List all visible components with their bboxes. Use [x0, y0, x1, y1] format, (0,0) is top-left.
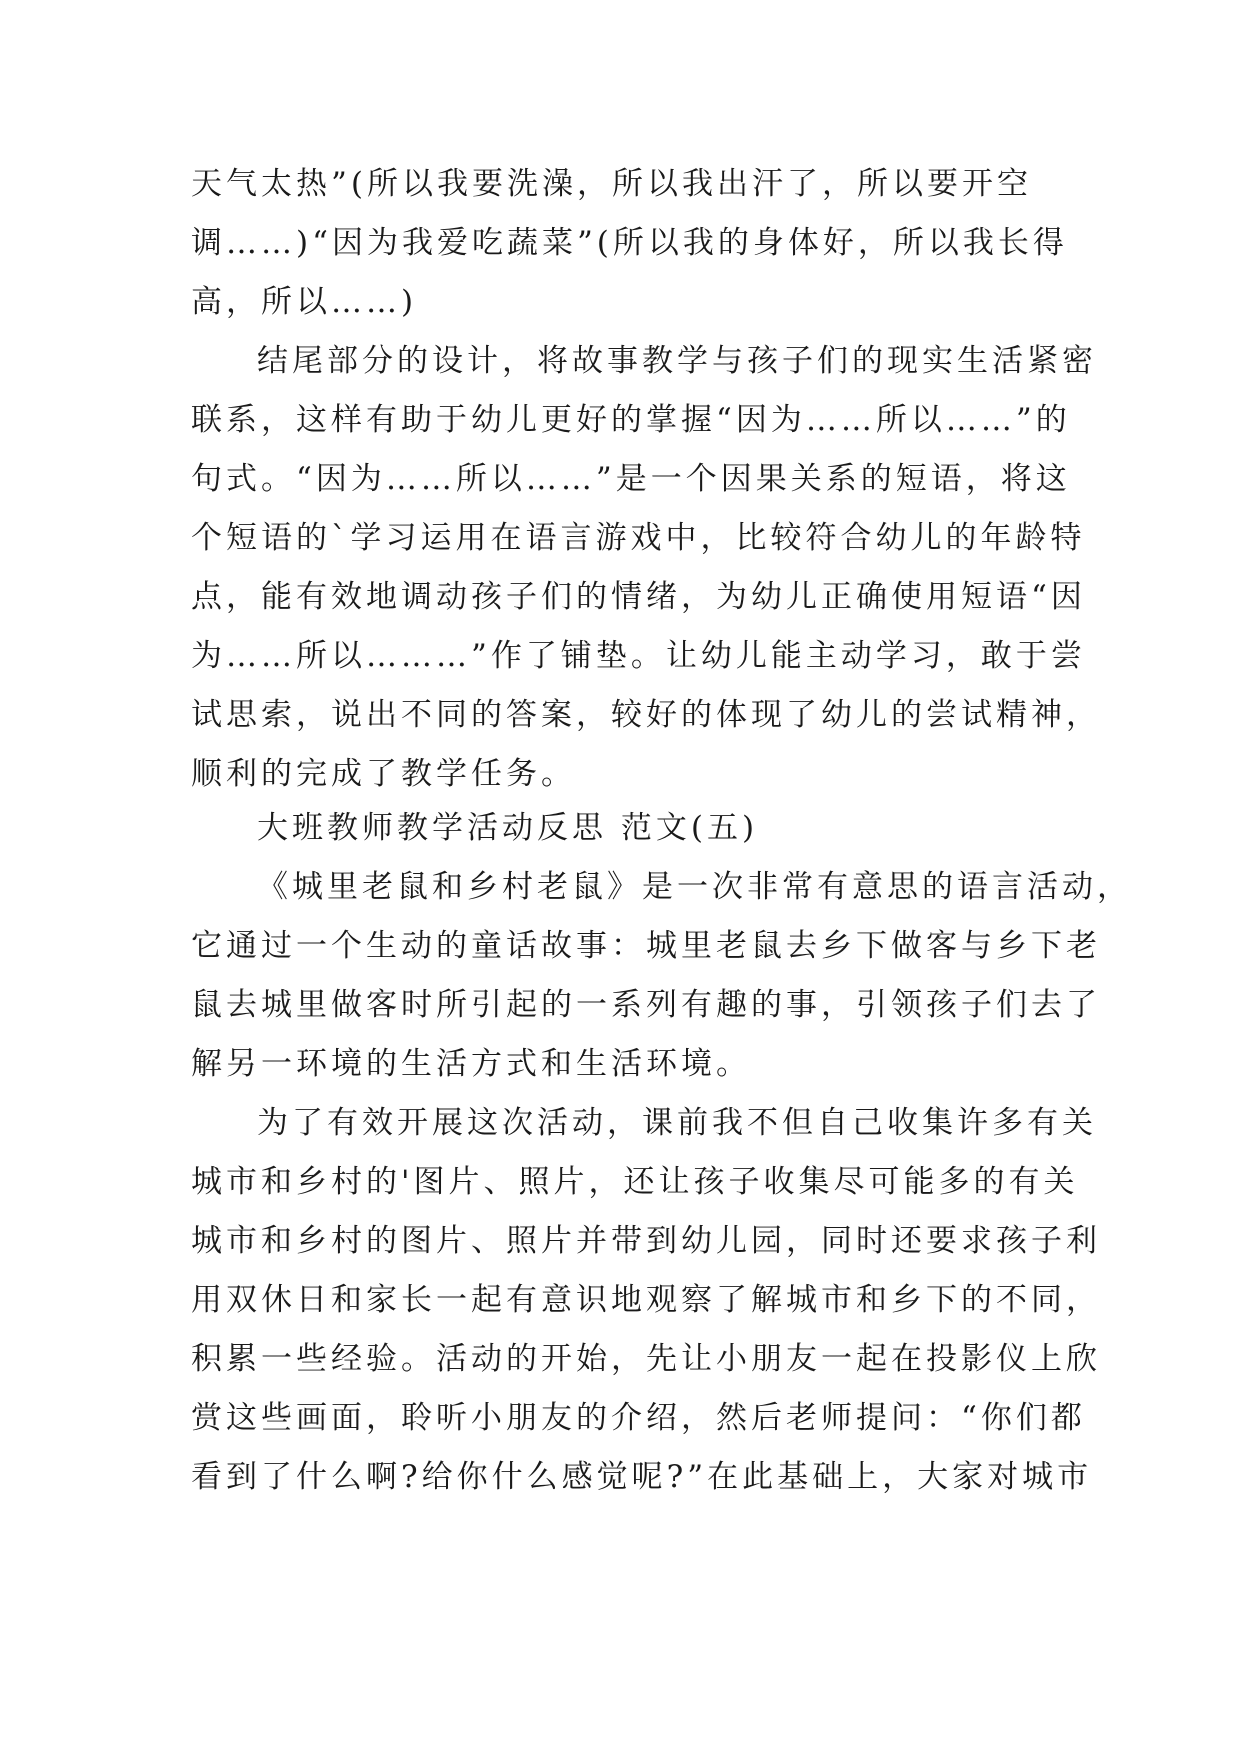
text-line: 赏这些画面，聆听小朋友的介绍，然后老师提问：“你们都 — [191, 1400, 1086, 1436]
text-line: 鼠去城里做客时所引起的一系列有趣的事，引领孩子们去了 — [191, 987, 1101, 1023]
section-heading: 大班教师教学活动反思 范文(五) — [257, 810, 759, 846]
text-line: 天气太热”(所以我要洗澡，所以我出汗了，所以要开空 — [191, 166, 1032, 202]
text-line: 它通过一个生动的童话故事：城里老鼠去乡下做客与乡下老 — [191, 928, 1101, 964]
text-line: 高，所以……) — [191, 284, 418, 320]
section-two-text — [191, 799, 1132, 1507]
section-one-text — [191, 155, 1101, 804]
paragraph-start-line: 结尾部分的设计，将故事教学与孩子们的现实生活紧密 — [257, 343, 1097, 379]
text-line: 个短语的`学习运用在语言游戏中，比较符合幼儿的年龄特 — [191, 520, 1086, 556]
text-line: 试思索，说出不同的答案，较好的体现了幼儿的尝试精神， — [191, 697, 1101, 733]
text-line: 积累一些经验。活动的开始，先让小朋友一起在投影仪上欣 — [191, 1341, 1101, 1377]
paragraph-start-line: 《城里老鼠和乡村老鼠》是一次非常有意思的语言活动， — [257, 869, 1132, 905]
paragraph-start-line: 为了有效开展这次活动，课前我不但自己收集许多有关 — [257, 1105, 1097, 1141]
text-line: 联系，这样有助于幼儿更好的掌握“因为……所以……”的 — [191, 402, 1071, 438]
text-line: 城市和乡村的图片、照片并带到幼儿园，同时还要求孩子利 — [191, 1223, 1101, 1259]
text-line: 用双休日和家长一起有意识地观察了解城市和乡下的不同， — [191, 1282, 1101, 1318]
text-line: 句式。“因为……所以……”是一个因果关系的短语，将这 — [191, 461, 1071, 497]
text-line: 为……所以………”作了铺垫。让幼儿能主动学习，敢于尝 — [191, 638, 1086, 674]
text-line: 城市和乡村的'图片、照片，还让孩子收集尽可能多的有关 — [191, 1164, 1079, 1200]
text-line: 点，能有效地调动孩子们的情绪，为幼儿正确使用短语“因 — [191, 579, 1086, 615]
text-line: 调……)“因为我爱吃蔬菜”(所以我的身体好，所以我长得 — [191, 225, 1068, 261]
text-line: 顺利的完成了教学任务。 — [191, 756, 576, 792]
text-line: 解另一环境的生活方式和生活环境。 — [191, 1046, 751, 1082]
text-line: 看到了什么啊?给你什么感觉呢?”在此基础上，大家对城市 — [191, 1459, 1093, 1495]
